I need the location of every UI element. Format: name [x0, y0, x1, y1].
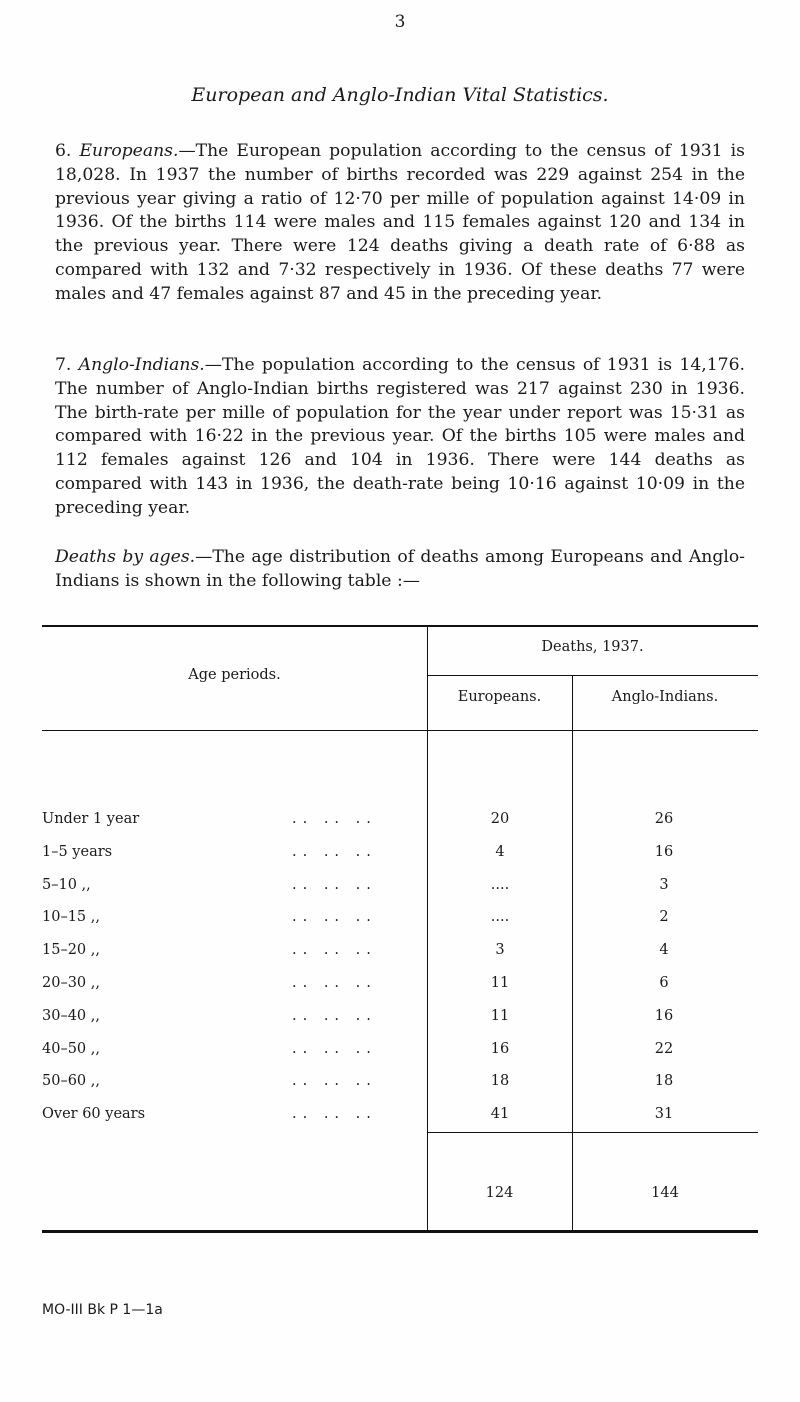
- deaths-header: Deaths, 1937.: [541, 639, 644, 655]
- europeans-value: 20: [490, 811, 510, 827]
- europeans-value: 3: [495, 942, 505, 959]
- age-period: 20–30 ,,: [42, 975, 100, 991]
- paragraph-europeans: [55, 140, 745, 307]
- europeans-value: 4: [495, 843, 505, 860]
- leader-dots: .. .. ..: [292, 909, 377, 926]
- age-period: 30–40 ,,: [42, 1007, 100, 1024]
- leader-dots: .. .. ..: [292, 1106, 377, 1123]
- paragraph-text: —The European population according to the census of 1931 is 18,028. In 1937 the number of births recorded was 229 against 254 in the previous year giving a ratio of 12·70 per mille of population against 14·09 in 1936. Of the births 114 were males and 115 females against 120 and 134 in the previous year. There were 124 deaths giving a death rate of 6·88 as compared with 132 and 7·32 respectively in 1936. Of these deaths 77 were males and 47 females against 87 and 45 in the preceding year.: [55, 141, 745, 304]
- page-heading: European and Anglo-Indian Vital Statistics.: [191, 84, 609, 106]
- leader-dots: .. .. ..: [292, 876, 377, 893]
- paragraph-number: 6.: [55, 141, 72, 161]
- age-period: 15–20 ,,: [42, 942, 100, 959]
- anglo-indians-value: 22: [654, 1040, 674, 1057]
- leader-dots: .. .. ..: [292, 942, 377, 959]
- anglo-indians-value: 16: [654, 1007, 674, 1024]
- anglo-indians-value: 31: [654, 1106, 674, 1123]
- leader-dots: .. .. ..: [292, 843, 377, 860]
- anglo-indians-value: 2: [659, 909, 669, 926]
- anglo-indians-value: 26: [654, 811, 674, 827]
- europeans-value: 16: [490, 1040, 510, 1057]
- leader-dots: .. .. ..: [292, 975, 377, 991]
- paragraph-deaths-by-ages: [55, 546, 745, 594]
- leader-dots: .. .. ..: [292, 811, 377, 827]
- paragraph-anglo-indians: [55, 354, 745, 521]
- page-number: 3: [394, 12, 406, 32]
- leader-dots: .. .. ..: [292, 1040, 377, 1057]
- europeans-value: ....: [490, 909, 510, 926]
- age-period: Under 1 year: [42, 811, 140, 827]
- total-anglo-indians: 144: [651, 1185, 679, 1201]
- anglo-indians-value: 4: [659, 942, 669, 959]
- column-rule-2: [572, 675, 573, 1230]
- europeans-value: ....: [490, 876, 510, 893]
- paragraph-text: —The population according to the census of 1931 is 14,176. The number of Anglo-Indian births registered was 217 against 230 in 1936. The birth-rate per mille of population for the year under report was 15·31 as compared with 16·22 in the previous year. Of the births 105 were males and 112 females against 126 and 104 in 1936. There were 144 deaths as compared with 143 in 1936, the death-rate being 10·16 against 10·09 in the preceding year.: [55, 355, 745, 518]
- europeans-value: 41: [490, 1106, 510, 1123]
- paragraph-lead: Europeans.: [79, 141, 179, 161]
- anglo-indians-value: 3: [659, 876, 669, 893]
- paragraph-lead: Deaths by ages.: [55, 547, 196, 567]
- age-period: 5–10 ,,: [42, 876, 91, 893]
- footer-code: MO-III Bk P 1—1a: [42, 1302, 163, 1318]
- europeans-value: 11: [490, 1007, 510, 1024]
- europeans-value: 11: [490, 975, 510, 991]
- header-mid-rule: [427, 675, 758, 676]
- age-period: Over 60 years: [42, 1106, 146, 1123]
- age-period: 40–50 ,,: [42, 1040, 100, 1057]
- anglo-indians-value: 16: [654, 843, 674, 860]
- header-bottom-rule: [42, 730, 758, 731]
- column-rule-1: [427, 625, 428, 1230]
- table-bottom-rule: [42, 1230, 758, 1233]
- age-period: 10–15 ,,: [42, 909, 100, 926]
- anglo-indians-value: 6: [659, 975, 669, 991]
- total-rule: [427, 1132, 758, 1133]
- leader-dots: .. .. ..: [292, 1073, 377, 1090]
- paragraph-number: 7.: [55, 355, 72, 375]
- anglo-indians-value: 18: [654, 1073, 674, 1090]
- europeans-value: 18: [490, 1073, 510, 1090]
- anglo-indians-header: Anglo-Indians.: [611, 689, 719, 705]
- deaths-table: [42, 625, 758, 1201]
- total-europeans: 124: [485, 1185, 514, 1201]
- paragraph-lead: Anglo-Indians.: [78, 355, 205, 375]
- table-top-rule: [42, 625, 758, 627]
- europeans-header: Europeans.: [457, 689, 542, 705]
- leader-dots: .. .. ..: [292, 1007, 377, 1024]
- age-period: 1–5 years: [42, 843, 113, 860]
- age-period: 50–60 ,,: [42, 1073, 100, 1090]
- paragraph-text: —The age distribution of deaths among Europeans and Anglo-Indians is shown in the following table :—: [55, 547, 745, 591]
- age-periods-header: Age periods.: [188, 667, 281, 683]
